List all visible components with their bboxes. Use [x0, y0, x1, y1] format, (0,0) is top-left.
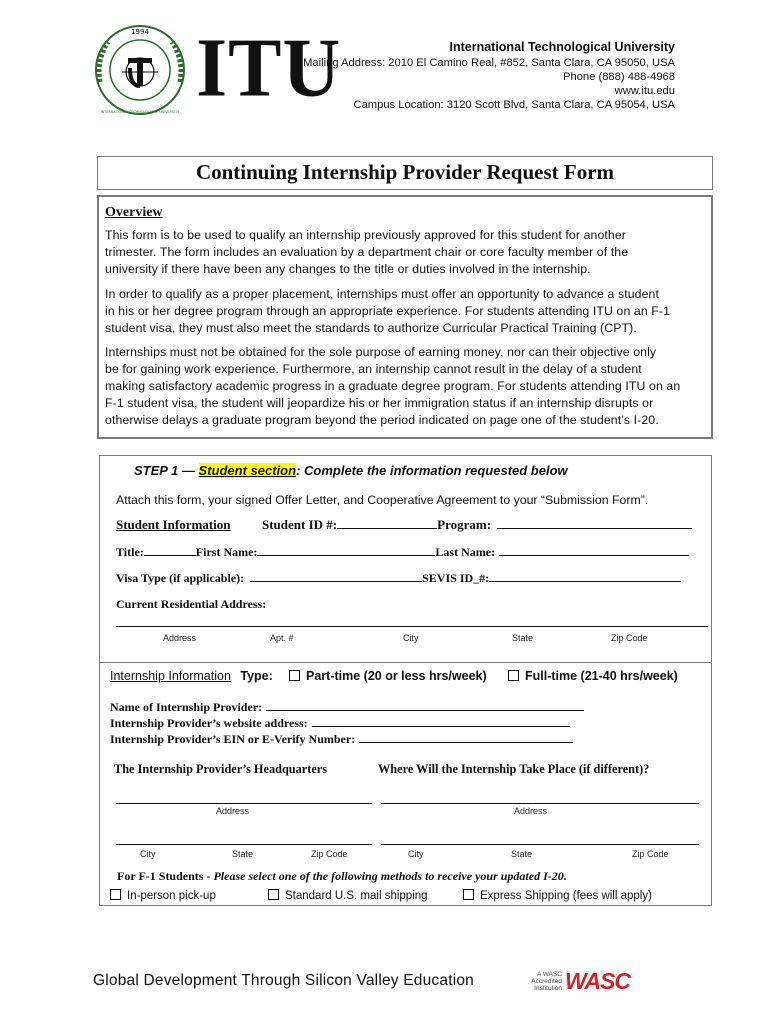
caption-apt: Apt. # — [270, 633, 294, 643]
text-line: student visa, they must also meet the standards to authorize Curricular Practical Training (CPT). — [105, 321, 637, 335]
student-id-label: Student ID #: — [262, 517, 338, 532]
full-time-option[interactable] — [508, 669, 678, 683]
text-line: In order to qualify as a proper placement, internships must offer an opportunity to advance a student — [105, 287, 659, 301]
location-address-field[interactable] — [381, 803, 699, 804]
overview-paragraph-3 — [105, 344, 710, 429]
location-label: Where Will the Internship Take Place (if different)? — [378, 762, 650, 776]
overview-paragraph-1 — [105, 227, 710, 278]
footer-slogan: Global Development Through Silicon Valley Education — [93, 972, 474, 989]
step1-highlight: Student section — [198, 463, 297, 478]
provider-name-label: Name of Internship Provider: — [110, 700, 263, 714]
location-zip-caption: Zip Code — [632, 849, 669, 859]
text-line: be for gaining work experience. Furthermore, an internship cannot result in the delay of a student — [105, 362, 642, 376]
text-line: Internships must not be obtained for the sole purpose of earning money, nor can their objective only — [105, 345, 657, 359]
itu-seal-logo — [92, 20, 188, 120]
seal-year: 1994 — [131, 28, 149, 36]
title-field[interactable] — [144, 545, 196, 556]
wasc-line: Institution — [534, 985, 562, 992]
text-line: trimester. The form includes an evaluation by a department chair or core faculty member of the — [105, 245, 629, 259]
campus-location: Campus Location: 3120 Scott Blvd, Santa Clara, CA 95054, USA — [353, 99, 675, 111]
standard-mail-checkbox[interactable] — [268, 889, 279, 900]
location-city-state-zip-field[interactable] — [381, 844, 699, 845]
text-line: university if there have been any changes to the title or duties involved in the internship. — [105, 262, 591, 276]
full-time-label: Full-time (21-40 hrs/week) — [525, 669, 678, 683]
website: www.itu.edu — [614, 85, 675, 97]
method-express-shipping[interactable] — [463, 889, 652, 902]
location-address-caption: Address — [514, 806, 548, 816]
first-name-label: First Name: — [195, 545, 258, 559]
provider-ein-row — [110, 732, 573, 747]
provider-website-row — [110, 716, 570, 731]
overview-paragraph-2 — [105, 286, 710, 337]
wasc-accredited-text — [528, 971, 562, 992]
provider-name-field[interactable] — [266, 700, 584, 711]
method-standard-mail[interactable] — [268, 889, 428, 902]
hq-city-caption: City — [140, 849, 156, 859]
text-line: in his or her degree program through an appropriate experience. For students attending ITU on an F-1 — [105, 304, 671, 318]
program-label: Program: — [437, 517, 492, 532]
student-info-heading-text: Student Information — [116, 517, 231, 532]
program-field[interactable] — [497, 518, 692, 529]
method-in-person[interactable] — [110, 889, 216, 902]
standard-mail-label: Standard U.S. mail shipping — [285, 890, 428, 902]
last-name-field[interactable] — [499, 545, 689, 556]
caption-zip: Zip Code — [611, 633, 648, 643]
hq-state-caption: State — [232, 849, 254, 859]
type-label: Type: — [240, 669, 273, 683]
mailing-address: Mailing Address: 2010 El Camino Real, #852, Santa Clara, CA 95050, USA — [303, 57, 675, 69]
part-time-option[interactable] — [289, 669, 487, 683]
in-person-label: In-person pick-up — [127, 890, 216, 902]
provider-website-label: Internship Provider’s website address: — [110, 716, 308, 730]
residential-address-label: Current Residential Address: — [116, 597, 267, 611]
f1-prefix: For F-1 Students - — [117, 869, 214, 883]
location-city-caption: City — [408, 849, 424, 859]
internship-info-heading: Internship Information — [110, 669, 231, 683]
overview-heading: Overview — [105, 205, 163, 220]
student-id-row — [262, 517, 692, 533]
express-shipping-checkbox[interactable] — [463, 889, 474, 900]
org-name: International Technological University — [449, 40, 675, 54]
part-time-label: Part-time (20 or less hrs/week) — [306, 669, 487, 683]
f1-instruction-text: Please select one of the following methods to receive your updated I-20. — [213, 869, 567, 883]
internship-type-row — [110, 669, 273, 683]
f1-instruction — [117, 869, 567, 884]
sevis-field[interactable] — [489, 571, 681, 582]
text-line: This form is to be used to qualify an internship previously approved for this student for another — [105, 228, 626, 242]
headquarters-label: The Internship Provider’s Headquarters — [114, 762, 328, 776]
wasc-line: A WASC — [536, 971, 562, 978]
student-id-field[interactable] — [337, 518, 437, 529]
hq-address-field[interactable] — [116, 803, 372, 804]
caption-state: State — [512, 633, 534, 643]
hq-city-state-zip-field[interactable] — [116, 844, 372, 845]
caption-city: City — [403, 633, 419, 643]
text-line: making satisfactory academic progress in a graduate degree program. For students attending ITU on an — [105, 379, 681, 393]
visa-row — [116, 571, 681, 586]
hq-zip-caption: Zip Code — [311, 849, 348, 859]
in-person-checkbox[interactable] — [110, 889, 121, 900]
text-line: otherwise delays a graduate program beyond the period indicated on page one of the student’s I-20. — [105, 413, 659, 427]
hq-address-caption: Address — [216, 806, 250, 816]
text-line: F-1 student visa, the student will jeopardize his or her immigration status if an internship disrupts or — [105, 396, 654, 410]
name-row — [116, 545, 689, 560]
wasc-line: Accredited — [531, 978, 562, 985]
last-name-label: Last Name: — [435, 545, 496, 559]
visa-type-label: Visa Type (if applicable): — [116, 571, 245, 585]
provider-ein-label: Internship Provider’s EIN or E-Verify Number: — [110, 732, 356, 746]
wasc-logo: WASC — [565, 968, 630, 994]
express-shipping-label: Express Shipping (fees will apply) — [480, 890, 652, 902]
first-name-field[interactable] — [257, 545, 435, 556]
provider-website-field[interactable] — [312, 716, 570, 727]
title-label: Title: — [116, 545, 144, 559]
location-state-caption: State — [511, 849, 533, 859]
residential-address-field[interactable] — [116, 626, 708, 627]
step1-suffix: : Complete the information requested below — [296, 463, 568, 478]
provider-ein-field[interactable] — [359, 732, 573, 743]
caption-address: Address — [163, 633, 197, 643]
provider-name-row — [110, 700, 584, 715]
attach-note: Attach this form, your signed Offer Letter, and Cooperative Agreement to your “Submission Form”. — [116, 493, 649, 507]
visa-type-field[interactable] — [250, 571, 422, 582]
phone: Phone (888) 488-4968 — [563, 71, 675, 83]
sevis-label: SEVIS ID_#: — [422, 571, 490, 585]
itu-wordmark: ITU — [196, 21, 342, 115]
step1-prefix: STEP 1 — — [134, 463, 199, 478]
student-info-heading — [116, 517, 231, 533]
full-time-checkbox[interactable] — [508, 670, 519, 681]
form-title: Continuing Internship Provider Request Form — [195, 160, 615, 184]
part-time-checkbox[interactable] — [289, 670, 300, 681]
seal-ring-text: INTERNATIONAL TECHNOLOGICAL UNIVERSITY — [100, 110, 180, 114]
step1-heading — [134, 463, 568, 478]
